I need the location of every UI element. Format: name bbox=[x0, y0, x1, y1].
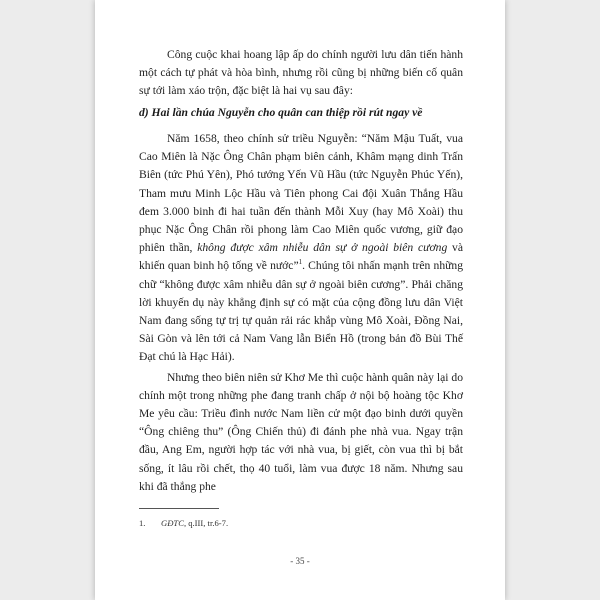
footnote-source: GĐTC bbox=[161, 518, 184, 528]
paragraph-chronicle bbox=[139, 130, 463, 367]
paragraph-khmer-chronicle: Nhưng theo biên niên sử Khơ Me thì cuộc hành quân này lại do chính một trong những phe đang tranh chấp ở nội bộ hoàng tộc Khơ Me yêu cầu: Triều đình nước Nam liền cử một đạo binh dưới quyền “Ông chiêng thu” (Ông Chiến thủ) đi đánh phe nhà vua. Ngay trận đầu, Ang Em, người hợp tác với nhà vua, bị giết, còn vua thì bị bắt sống, ít lâu rồi chết, thọ 40 tuổi, làm vua được 18 năm. Nhưng sau khi đã thắng phe bbox=[139, 370, 463, 493]
emphasized-quote: không được xâm nhiễu dân sự ở ngoài biên cương bbox=[197, 241, 448, 255]
section-heading: d) Hai lần chúa Nguyễn cho quân can thiệp rồi rút ngay về bbox=[139, 106, 423, 119]
footnote-reference[interactable]: 1 bbox=[298, 258, 303, 267]
paragraph-chronicle-part-2: và khiến quan binh hộ tống về nước” bbox=[139, 241, 464, 273]
body-text-top bbox=[139, 46, 463, 101]
paragraph-chronicle-part-1: Năm 1658, theo chính sử triều Nguyễn: “Năm Mậu Tuất, vua Cao Miên là Nặc Ông Chân phạm biên cảnh, Khâm mạng dinh Trấn Biên (tức Phú Yên), Phó tướng Yến Vũ Hầu (tức Nguyễn Phúc Yến), Tham mưu Minh Lộc Hầu và Tiên phong Cai đội Xuân Thắng Hầu đem 3.000 binh đi hai tuần đến thành Mỗi Xuy (hay Mô Xoài) thu phục Nặc Ông Chân rồi phong làm Cao Miên quốc vương, giữ đạo phiên thần, bbox=[139, 132, 463, 255]
book-page bbox=[95, 0, 505, 600]
footnote-number: 1. bbox=[139, 518, 146, 528]
footnote-divider bbox=[139, 508, 219, 509]
body-text-main bbox=[139, 130, 463, 496]
footnote-detail: , q.III, tr.6-7. bbox=[183, 518, 229, 528]
paragraph-intro: Công cuộc khai hoang lập ấp do chính người lưu dân tiến hành một cách tự phát và hòa bình, nhưng rồi cũng bị những biến cố quân sự tới làm xáo trộn, đặc biệt là hai vụ sau đây: bbox=[139, 48, 463, 98]
footnote bbox=[139, 517, 228, 529]
paragraph-chronicle-part-3: . Chúng tôi nhấn mạnh trên những chữ “không được xâm nhiễu dân sự ở ngoài biên cương”. Phải chăng lời khuyến dụ này khẳng định sự có mặt của cộng đồng lưu dân Việt Nam đang sống tự trị tự quản rải rác khắp vùng Mô Xoài, Đồng Nai, Sài Gòn và lên tới cả Nam Vang lẫn Biển Hồ (trong bản đồ Bùi Thế Đạt chú là Hạc Hải). bbox=[139, 259, 463, 364]
page-number: - 35 - bbox=[290, 556, 310, 566]
